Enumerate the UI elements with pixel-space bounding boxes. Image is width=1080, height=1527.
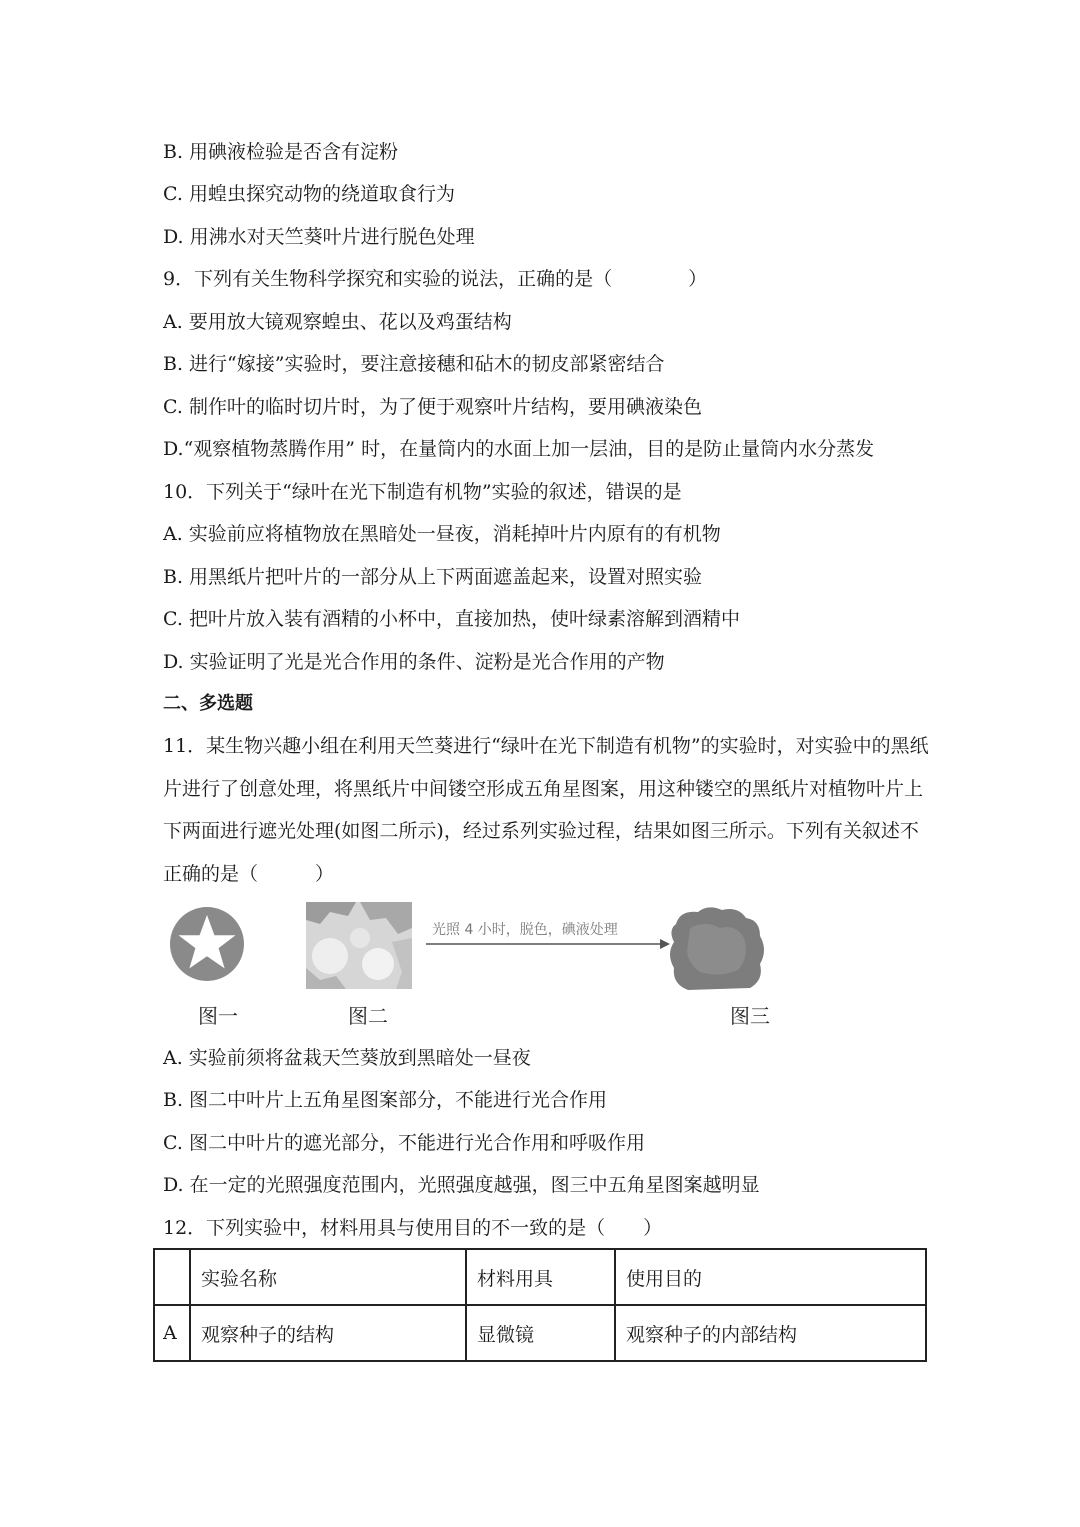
option-line: C. 把叶片放入装有酒精的小杯中，直接加热，使叶绿素溶解到酒精中: [163, 608, 740, 630]
table-cell: A: [154, 1305, 190, 1361]
star-disc-image: [170, 907, 244, 981]
figure-label-1: 图一: [198, 1004, 238, 1028]
option-line: A. 要用放大镜观察蝗虫、花以及鸡蛋结构: [163, 311, 512, 333]
option-line: A. 实验前应将植物放在黑暗处一昼夜，消耗掉叶片内原有的有机物: [163, 523, 721, 545]
table-header-cell: 材料用具: [466, 1249, 615, 1305]
processed-leaf-image: [670, 907, 764, 990]
table-header-cell: 使用目的: [615, 1249, 926, 1305]
arrow-caption: 光照 4 小时，脱色，碘液处理: [432, 922, 618, 938]
figure-label-2: 图二: [348, 1004, 388, 1028]
table-cell: 显微镜: [466, 1305, 615, 1361]
section-heading: 二、多选题: [163, 693, 253, 714]
experiment-table: [153, 1248, 927, 1362]
option-line: D. 在一定的光照强度范围内，光照强度越强，图三中五角星图案越明显: [163, 1174, 760, 1196]
table-header-cell: 实验名称: [190, 1249, 466, 1305]
figure-label-3: 图三: [730, 1004, 770, 1028]
question-10: 10．下列关于“绿叶在光下制造有机物”实验的叙述，错误的是: [163, 481, 682, 503]
table-cell: 观察种子的结构: [190, 1305, 466, 1361]
option-line: C. 制作叶的临时切片时，为了便于观察叶片结构，要用碘液染色: [163, 396, 702, 418]
table-row: [154, 1305, 926, 1361]
leaf-with-stencil-image: [306, 902, 412, 989]
question-9: 9．下列有关生物科学探究和实验的说法，正确的是（ ）: [163, 268, 708, 290]
question-11-cont: 下两面进行遮光处理(如图二所示)，经过系列实验过程，结果如图三所示。下列有关叙述不: [163, 820, 919, 842]
option-line: C. 图二中叶片的遮光部分，不能进行光合作用和呼吸作用: [163, 1132, 645, 1154]
question-11: 11．某生物兴趣小组在利用天竺葵进行“绿叶在光下制造有机物”的实验时，对实验中的黑纸: [163, 735, 929, 757]
option-line: D. 用沸水对天竺葵叶片进行脱色处理: [163, 226, 475, 248]
option-line: A. 实验前须将盆栽天竺葵放到黑暗处一昼夜: [163, 1047, 531, 1069]
table-header-row: [154, 1249, 926, 1305]
figure-graphics: [160, 898, 800, 1033]
option-line: B. 用黑纸片把叶片的一部分从上下两面遮盖起来，设置对照实验: [163, 566, 703, 588]
process-arrow: [426, 939, 670, 949]
option-line: B. 图二中叶片上五角星图案部分，不能进行光合作用: [163, 1089, 608, 1111]
table-cell: 观察种子的内部结构: [615, 1305, 926, 1361]
option-line: D.“观察植物蒸腾作用” 时，在量筒内的水面上加一层油，目的是防止量筒内水分蒸发: [163, 438, 875, 460]
question-11-cont: 片进行了创意处理，将黑纸片中间镂空形成五角星图案，用这种镂空的黑纸片对植物叶片上: [163, 778, 924, 800]
question-11-cont: 正确的是（ ）: [163, 863, 335, 885]
experiment-figure: [160, 898, 800, 1033]
question-12: 12．下列实验中，材料用具与使用目的不一致的是（ ）: [163, 1217, 663, 1239]
option-line: D. 实验证明了光是光合作用的条件、淀粉是光合作用的产物: [163, 651, 665, 673]
option-line: C. 用蝗虫探究动物的绕道取食行为: [163, 183, 455, 205]
option-line: B. 进行“嫁接”实验时，要注意接穗和砧木的韧皮部紧密结合: [163, 353, 665, 375]
table-header-cell: [154, 1249, 190, 1305]
option-line: B. 用碘液检验是否含有淀粉: [163, 141, 399, 163]
